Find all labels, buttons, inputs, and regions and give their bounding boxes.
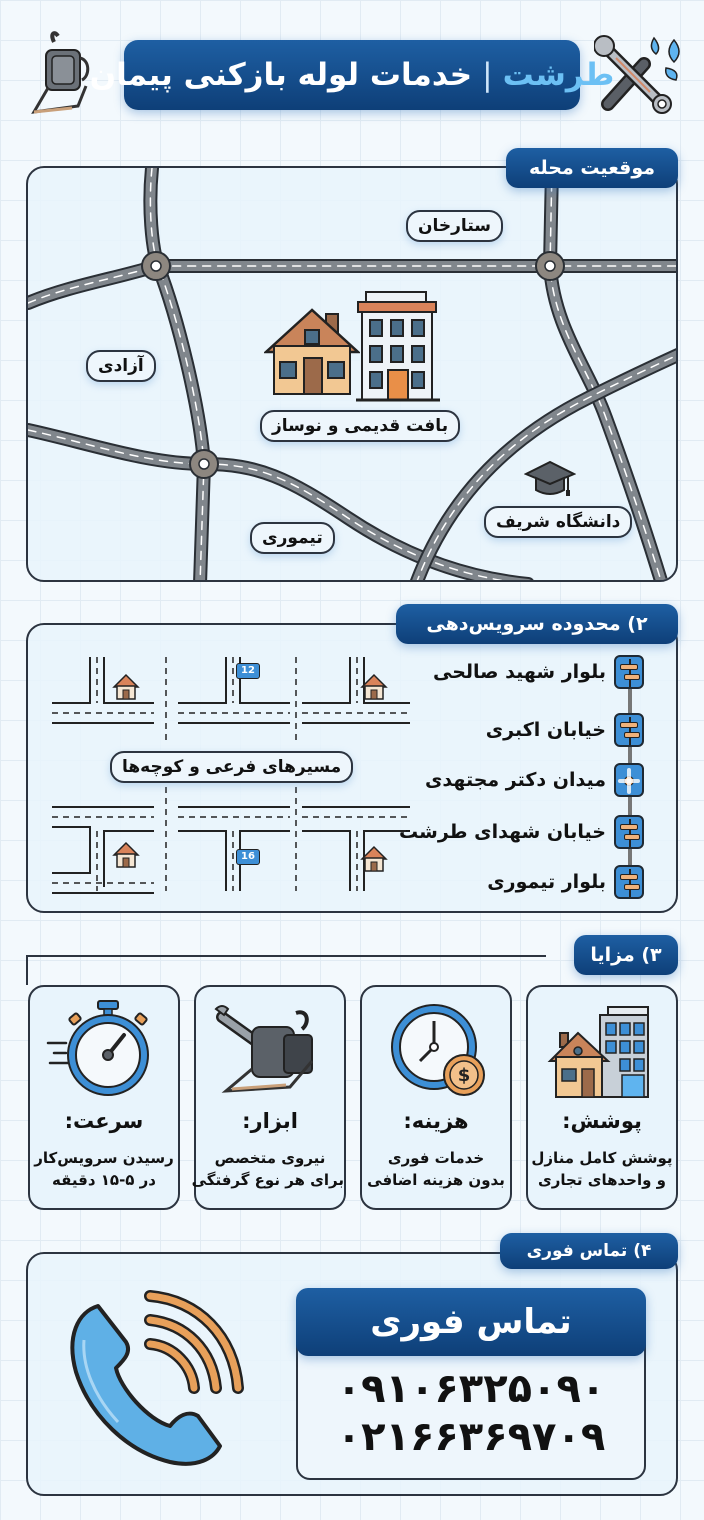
benefit-line2: در ۵-۱۵ دقیقه [51,1171,157,1189]
street-label: خیابان اکبری [485,719,606,741]
map-label-azadi: آزادی [86,350,156,382]
street-item [487,865,644,899]
phone-ringing-icon [58,1276,258,1476]
service-area-card [26,623,678,913]
benefit-line2: و واحدهای تجاری [538,1171,666,1189]
signpost-icon [614,865,644,899]
header-title-separator: | [482,57,493,93]
benefit-line2: برای هر نوع گرفتگی [191,1171,344,1189]
alleys-label: مسیرهای فرعی و کوچه‌ها [110,751,353,783]
benefit-title: هزینه: [403,1109,469,1133]
benefit-line1: نیروی متخصص [214,1149,326,1167]
svg-text:$: $ [457,1065,471,1086]
benefit-line1: خدمات فوری [387,1149,485,1167]
section4-tag: ۴) تماس فوری [500,1233,678,1269]
street-number-plate: 16 [236,849,260,865]
benefit-line2: بدون هزینه اضافی [367,1171,505,1189]
section1-tag: موقعیت محله [506,148,678,188]
wrench-water-icon [594,34,684,116]
map-label-old-new: بافت قدیمی و نوساز [260,410,460,442]
section2-tag: ۲) محدوده سرویس‌دهی [396,604,678,644]
apartment-building-icon [356,290,440,402]
section3-divider-left [26,955,28,985]
phone-number-landline[interactable]: ۰۲۱۶۶۳۶۹۷۰۹ [336,1414,606,1460]
street-item [399,815,644,849]
contact-box-title: تماس فوری [296,1288,646,1356]
benefit-card-coverage [526,985,678,1210]
buildings-icon [544,999,664,1099]
street-item [425,763,644,797]
header-title-prefix: طرشت [502,57,615,93]
drain-machine-icon [28,28,98,120]
signpost-icon [614,815,644,849]
benefit-line1: پوشش کامل منازل [531,1149,673,1167]
street-number-plate: 12 [236,663,260,679]
benefit-title: پوشش: [562,1109,642,1133]
roundabout-icon [614,763,644,797]
map-label-sharif: دانشگاه شریف [484,506,632,538]
house-icon [360,673,388,701]
phone-number-mobile[interactable]: ۰۹۱۰۶۳۲۵۰۹۰ [336,1366,606,1412]
house-icon [264,306,360,396]
street-label: میدان دکتر مجتهدی [425,769,606,791]
benefit-title: سرعت: [64,1109,144,1133]
section3-divider [26,955,546,957]
house-icon [112,841,140,869]
house-icon [360,845,388,873]
benefit-card-tools [191,985,346,1210]
signpost-icon [614,655,644,689]
benefit-line1: رسیدن سرویس‌کار [34,1149,174,1167]
street-label: بلوار شهید صالحی [433,661,606,683]
street-item [433,655,644,689]
contact-box [296,1290,646,1480]
contact-card [26,1252,678,1496]
signpost-icon [614,713,644,747]
clock-coin-icon [378,999,498,1099]
benefit-title: ابزار: [242,1109,298,1133]
stopwatch-icon [46,999,166,1099]
map-label-sattarkhan: ستارخان [406,210,503,242]
benefit-card-cost [360,985,512,1210]
drain-machine-icon [212,999,332,1099]
header-left-icon [28,28,98,120]
map-label-teymouri: تیموری [250,522,335,554]
street-label: بلوار تیموری [487,871,606,893]
street-item [486,713,644,747]
house-icon [112,673,140,701]
benefit-card-speed [28,985,180,1210]
section3-tag: ۳) مزایا [574,935,678,975]
street-label: خیابان شهدای طرشت [399,821,606,843]
graduation-cap-icon [524,460,576,500]
header-title [89,40,615,110]
header-right-icon [594,34,684,116]
header-title-main: خدمات لوله بازکنی پیمان [89,57,473,93]
map-card [26,166,678,582]
